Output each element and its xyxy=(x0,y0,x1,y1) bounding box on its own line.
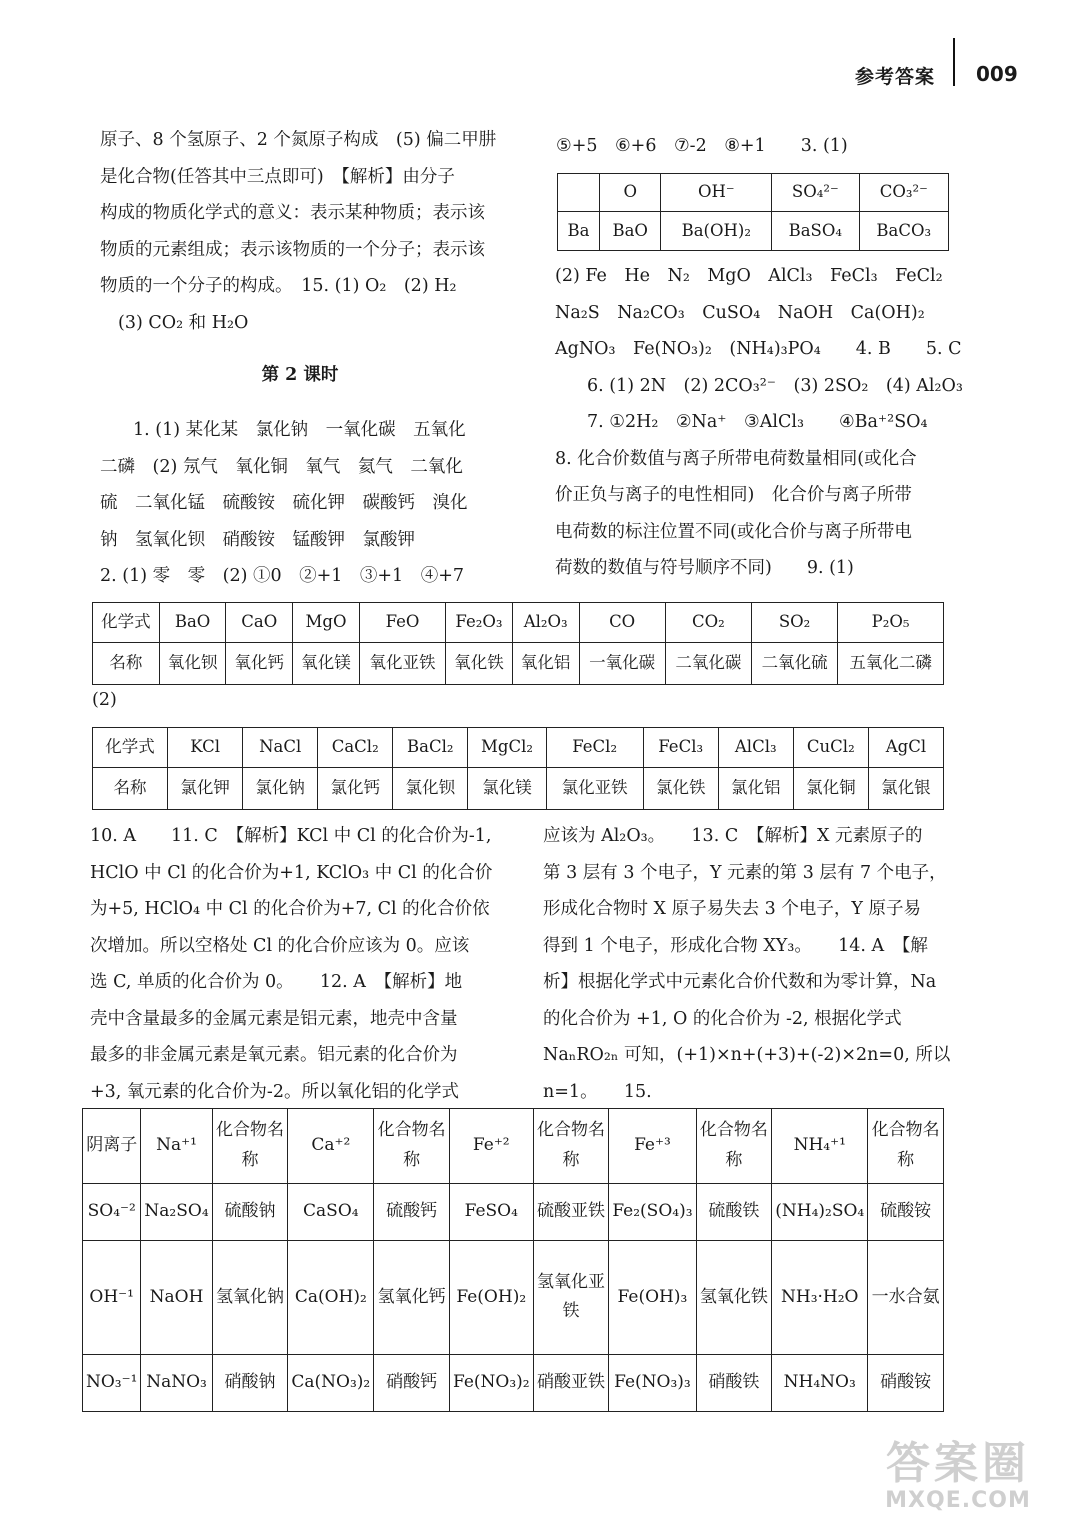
table-cell: 氯化铁 xyxy=(643,768,718,810)
watermark-logo xyxy=(873,1440,1043,1520)
table-cell: 硫酸铁 xyxy=(696,1184,772,1241)
table-cell: 氯化镁 xyxy=(468,768,546,810)
table-cell: 硝酸铵 xyxy=(868,1354,944,1411)
table-cell: 氯化银 xyxy=(868,768,943,810)
text-line: 第 3 层有 3 个电子，Y 元素的第 3 层有 7 个电子， xyxy=(543,862,947,883)
table-row-label: 化学式 xyxy=(93,728,168,768)
watermark-url: MXQE.COM xyxy=(885,1488,1031,1513)
table-cell: 硫酸钠 xyxy=(212,1184,288,1241)
table-cell: (NH₄)₂SO₄ xyxy=(772,1184,868,1241)
text-line: 7. ①2H₂ ②Na⁺ ③AlCl₃ ④Ba⁺²SO₄ xyxy=(587,412,928,432)
table-cell: MgO xyxy=(293,603,360,643)
table-cell: 硝酸铁 xyxy=(696,1354,772,1411)
text-line: 应该为 Al₂O₃。 13. C 【解析】X 元素原子的 xyxy=(543,826,923,846)
table-cell: CaCl₂ xyxy=(318,728,393,768)
text-line: 物质的一个分子的构成。 15. (1) O₂ (2) H₂ xyxy=(100,276,457,296)
text-line: AgNO₃ Fe(NO₃)₂ (NH₄)₃PO₄ 4. B 5. C xyxy=(555,339,962,359)
table-cell: 二氧化硫 xyxy=(751,643,837,685)
table-cell: CaSO₄ xyxy=(288,1184,374,1241)
table-cell: SO₄⁻² xyxy=(83,1184,141,1241)
table-cell: Fe(OH)₂ xyxy=(449,1241,533,1354)
table-cell: 氯化钡 xyxy=(393,768,468,810)
table-cell: SO₄²⁻ xyxy=(772,174,859,212)
table-cell: 硝酸钠 xyxy=(212,1354,288,1411)
text-line: 是化合物(任答其中三点即可) 【解析】由分子 xyxy=(100,166,455,187)
table-cell: NH₄NO₃ xyxy=(772,1354,868,1411)
table-cell: 氧化钙 xyxy=(226,643,293,685)
table-cell: BaO xyxy=(599,212,661,251)
table-cell: Ba(OH)₂ xyxy=(661,212,772,251)
text-line: 构成的物质化学式的意义：表示某种物质；表示该 xyxy=(100,203,485,223)
header-divider xyxy=(953,38,955,86)
table-cell: 氢氧化钙 xyxy=(374,1241,450,1354)
table-cell: BaSO₄ xyxy=(772,212,859,251)
table-row-label: 名称 xyxy=(93,643,160,685)
table-header-cell: 化合物名称 xyxy=(868,1109,944,1184)
table-cell: 硫酸亚铁 xyxy=(533,1184,609,1241)
table-header-cell: 化合物名称 xyxy=(212,1109,288,1184)
page-number: 009 xyxy=(976,62,1018,86)
table-cell: 氧化镁 xyxy=(293,643,360,685)
table-cell: SO₂ xyxy=(751,603,837,643)
table-cell: CaO xyxy=(226,603,293,643)
text-line: 次增加。所以空格处 Cl 的化合价应该为 0。应该 xyxy=(90,935,470,956)
table-answer-9-1 xyxy=(92,602,944,685)
text-line: 8. 化合价数值与离子所带电荷数量相同(或化合 xyxy=(555,448,917,469)
text-line: 的化合价为 +1, O 的化合价为 -2, 根据化学式 xyxy=(543,1008,902,1029)
table-header-cell: Fe⁺³ xyxy=(609,1109,696,1184)
table-cell: Al₂O₃ xyxy=(512,603,579,643)
text-line: (3) CO₂ 和 H₂O xyxy=(118,312,249,333)
table-cell: 硝酸钙 xyxy=(374,1354,450,1411)
table-cell: 五氧化二磷 xyxy=(838,643,944,685)
table-row-label: 名称 xyxy=(93,768,168,810)
table-cell: 氯化铝 xyxy=(718,768,793,810)
table-cell: 氯化钙 xyxy=(318,768,393,810)
table-cell: NaCl xyxy=(243,728,318,768)
left-answers-block-2 xyxy=(100,412,500,595)
table-header-cell: Ca⁺² xyxy=(288,1109,374,1184)
text-line: 2. (1) 零 零 (2) ①0 ②+1 ③+1 ④+7 xyxy=(100,566,464,586)
table-cell: FeSO₄ xyxy=(449,1184,533,1241)
table-cell: 氯化钾 xyxy=(168,768,243,810)
table-cell: NO₃⁻¹ xyxy=(83,1354,141,1411)
table-cell: OH⁻¹ xyxy=(83,1241,141,1354)
table-cell: Fe₂O₃ xyxy=(446,603,513,643)
text-line: 壳中含量最多的金属元素是铝元素，地壳中含量 xyxy=(90,1008,458,1029)
table-header-cell: 化合物名称 xyxy=(696,1109,772,1184)
table-cell: 硫酸铵 xyxy=(868,1184,944,1241)
table-cell: 一氧化碳 xyxy=(579,643,665,685)
table-cell: 氧化钡 xyxy=(159,643,226,685)
table-cell: NH₃·H₂O xyxy=(772,1241,868,1354)
table-cell: Fe(OH)₃ xyxy=(609,1241,696,1354)
table-cell: 氧化亚铁 xyxy=(359,643,445,685)
table-cell: NaOH xyxy=(141,1241,212,1354)
watermark-text: 答案圈 xyxy=(886,1438,1030,1489)
sub-question-label: (2) xyxy=(92,690,117,710)
table-cell: BaCl₂ xyxy=(393,728,468,768)
table-cell: NaNO₃ xyxy=(141,1354,212,1411)
table-cell: 二氧化碳 xyxy=(665,643,751,685)
table-cell: 氢氧化亚铁 xyxy=(533,1241,609,1354)
table-cell: 氢氧化铁 xyxy=(696,1241,772,1354)
right-answers-line: ⑤+5 ⑥+6 ⑦-2 ⑧+1 3. (1) xyxy=(556,136,848,156)
text-line: 电荷数的标注位置不同(或化合价与离子所带电 xyxy=(555,521,912,542)
text-line: 得到 1 个电子，形成化合物 XY₃。 14. A 【解 xyxy=(543,935,928,956)
table-cell: KCl xyxy=(168,728,243,768)
section-title: 第 2 课时 xyxy=(261,365,339,385)
text-line: HClO 中 Cl 的化合价为+1, KClO₃ 中 Cl 的化合价 xyxy=(90,862,493,883)
table-cell: Ba xyxy=(558,212,600,251)
table-cell: AlCl₃ xyxy=(718,728,793,768)
table-cell: Ca(NO₃)₂ xyxy=(288,1354,374,1411)
table-cell: Fe(NO₃)₂ xyxy=(449,1354,533,1411)
table-cell: 氯化亚铁 xyxy=(546,768,643,810)
table-header-cell: Fe⁺² xyxy=(449,1109,533,1184)
table-cell: Na₂SO₄ xyxy=(141,1184,212,1241)
text-line: 10. A 11. C 【解析】KCl 中 Cl 的化合价为-1, xyxy=(90,826,492,846)
header-title: 参考答案 xyxy=(854,66,935,88)
table-cell: 氯化铜 xyxy=(793,768,868,810)
table-cell: O xyxy=(599,174,661,212)
table-cell xyxy=(558,174,600,212)
table-header-cell: 化合物名称 xyxy=(533,1109,609,1184)
table-answer-3 xyxy=(557,173,949,251)
text-line: n=1。 15. xyxy=(543,1081,652,1102)
text-line: (2) Fe He N₂ MgO AlCl₃ FeCl₃ FeCl₂ xyxy=(555,266,943,286)
table-cell: CuCl₂ xyxy=(793,728,868,768)
text-line: 形成化合物时 X 原子易失去 3 个电子，Y 原子易 xyxy=(543,899,921,919)
table-cell: 氧化铁 xyxy=(446,643,513,685)
text-line: Na₂S Na₂CO₃ CuSO₄ NaOH Ca(OH)₂ xyxy=(555,302,925,323)
table-answer-15 xyxy=(82,1108,944,1412)
table-cell: BaCO₃ xyxy=(859,212,948,251)
text-line: 钠 氢氧化钡 硝酸铵 锰酸钾 氯酸钾 xyxy=(100,529,415,550)
text-line: 为+5, HClO₄ 中 Cl 的化合价为+7, Cl 的化合价依 xyxy=(90,899,490,919)
table-row-label: 化学式 xyxy=(93,603,160,643)
text-line: 荷数的数值与符号顺序不同) 9. (1) xyxy=(555,558,854,578)
table-cell: OH⁻ xyxy=(661,174,772,212)
table-cell: FeCl₂ xyxy=(546,728,643,768)
text-line: 选 C, 单质的化合价为 0。 12. A 【解析】地 xyxy=(90,972,463,992)
table-cell: Fe₂(SO₄)₃ xyxy=(609,1184,696,1241)
text-line: 物质的元素组成；表示该物质的一个分子；表示该 xyxy=(100,239,485,260)
text-line: 价正负与离子的电性相同) 化合价与离子所带 xyxy=(555,485,912,505)
table-cell: 一水合氨 xyxy=(868,1241,944,1354)
text-line: 二磷 (2) 氖气 氧化铜 氧气 氦气 二氧化 xyxy=(100,456,463,477)
text-line: +3, 氧元素的化合价为-2。所以氧化铝的化学式 xyxy=(90,1081,459,1102)
table-cell: 氢氧化钠 xyxy=(212,1241,288,1354)
table-cell: AgCl xyxy=(868,728,943,768)
table-header-cell: 阴离子 xyxy=(83,1109,141,1184)
table-cell: 氯化钠 xyxy=(243,768,318,810)
text-line: NaₙRO₂ₙ 可知，(+1)×n+(+3)+(-2)×2n=0, 所以 xyxy=(543,1045,951,1065)
table-cell: BaO xyxy=(159,603,226,643)
table-cell: 硝酸亚铁 xyxy=(533,1354,609,1411)
table-cell: Ca(OH)₂ xyxy=(288,1241,374,1354)
text-line: 1. (1) 某化某 氯化钠 一氧化碳 五氧化 xyxy=(133,420,466,440)
table-header-cell: NH₄⁺¹ xyxy=(772,1109,868,1184)
table-answer-9-2 xyxy=(92,727,944,810)
table-header-cell: 化合物名称 xyxy=(374,1109,450,1184)
right-answers-block-2 xyxy=(555,258,963,587)
table-cell: CO₃²⁻ xyxy=(859,174,948,212)
text-line: 原子、8 个氢原子、2 个氮原子构成 (5) 偏二甲肼 xyxy=(100,130,497,150)
table-header-cell: Na⁺¹ xyxy=(141,1109,212,1184)
left-answers-block-3 xyxy=(90,818,500,1110)
text-line: 6. (1) 2N (2) 2CO₃²⁻ (3) 2SO₂ (4) Al₂O₃ xyxy=(587,375,963,396)
table-cell: MgCl₂ xyxy=(468,728,546,768)
table-cell: FeO xyxy=(359,603,445,643)
table-cell: P₂O₅ xyxy=(838,603,944,643)
table-cell: Fe(NO₃)₃ xyxy=(609,1354,696,1411)
left-answers-block-1 xyxy=(100,122,500,341)
table-cell: CO xyxy=(579,603,665,643)
table-cell: 氧化铝 xyxy=(512,643,579,685)
text-line: 最多的非金属元素是氧元素。铝元素的化合价为 xyxy=(90,1045,458,1065)
right-answers-block-3 xyxy=(543,818,953,1110)
table-cell: 硫酸钙 xyxy=(374,1184,450,1241)
table-cell: CO₂ xyxy=(665,603,751,643)
table-cell: FeCl₃ xyxy=(643,728,718,768)
text-line: 硫 二氧化锰 硫酸铵 硫化钾 碳酸钙 溴化 xyxy=(100,493,468,513)
text-line: 析】根据化学式中元素化合价代数和为零计算，Na xyxy=(543,972,937,992)
